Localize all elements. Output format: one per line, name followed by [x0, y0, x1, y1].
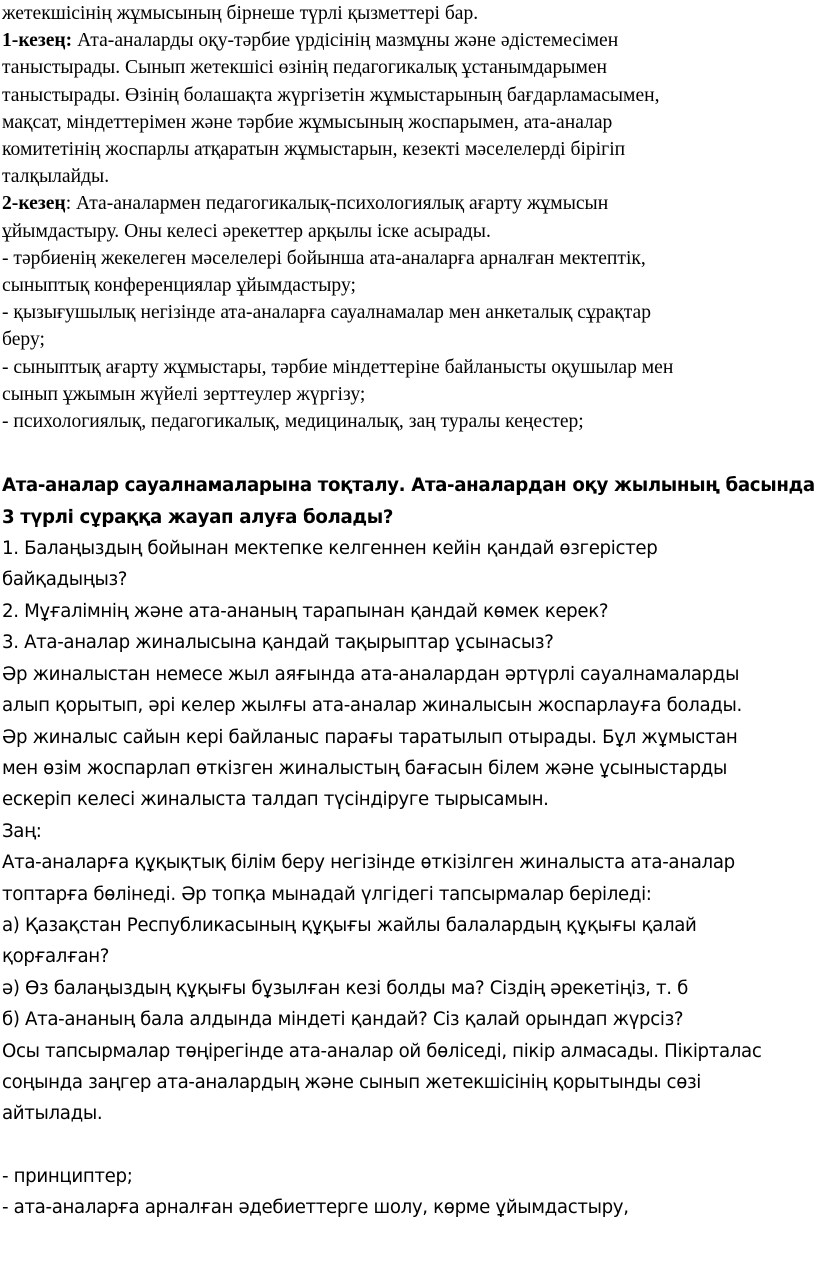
- stage2-line: - сыныптық ағарту жұмыстары, тәрбие міндеттеріне байланысты оқушылар мен: [2, 356, 674, 378]
- body-line: а) Қазақстан Республикасының құқығы жайлы балалардың құқығы қалай: [2, 914, 697, 936]
- stage1-line: комитетінің жоспарлы атқаратын жұмыстарын, кезекті мәселелерді бірігіп: [2, 139, 626, 161]
- body-line: байқадыңыз?: [2, 569, 128, 591]
- list-item: - принциптер;: [2, 1165, 133, 1187]
- stage2-line: - психологиялық, педагогикалық, медициналық, заң туралы кеңестер;: [2, 411, 584, 433]
- body-line: 2. Мұғалімнің және ата-ананың тарапынан қандай көмек керек?: [2, 600, 609, 622]
- paragraph-spacer: [2, 435, 810, 466]
- serif-section: [2, 0, 810, 435]
- body-line: соңында заңгер ата-аналардың және сынып жетекшісінің қорытынды сөзі: [2, 1071, 702, 1093]
- body-line: б) Ата-ананың бала алдында міндеті қандай? Сіз қалай орындап жүрсіз?: [2, 1009, 684, 1031]
- sans-section: [2, 470, 815, 1223]
- stage2-line: - тәрбиенің жекелеген мәселелері бойынша ата-аналарға арналған мектептік,: [2, 247, 646, 269]
- body-line: қорғалған?: [2, 946, 110, 968]
- stage1-text: Ата-аналарды оқу-тәрбие үрдісінің мазмұны және әдістемесімен: [72, 30, 619, 52]
- body-line: ескеріп келесі жиналыста талдап түсіндіруге тырысамын.: [2, 789, 549, 811]
- body-line: Ата-аналарға құқықтық білім беру негізінде өткізілген жиналыста ата-аналар: [2, 852, 735, 874]
- stage2-line: сынып ұжымын жүйелі зерттеулер жүргізу;: [2, 383, 366, 405]
- stage1-line: талқылайды.: [2, 166, 110, 188]
- stage1-line: таныстырады. Өзінің болашақта жүргізетін жұмыстарының бағдарламасымен,: [2, 84, 660, 106]
- body-line: Әр жиналыс сайын кері байланыс парағы таратылып отырады. Бұл жұмыстан: [2, 726, 738, 748]
- stage1-line: [2, 27, 810, 54]
- intro-line: жетекшісінің жұмысының бірнеше түрлі қызметтері бар.: [2, 3, 479, 24]
- stage2-line: беру;: [2, 329, 45, 351]
- stage1-label: 1-кезең:: [2, 30, 73, 52]
- list-item: - ата-аналарға арналған әдебиеттерге шолу, көрме ұйымдастыру,: [2, 1197, 629, 1219]
- section-heading-line: 3 түрлі сұраққа жауап алуға болады?: [2, 506, 394, 528]
- body-line: алып қорытып, әрі келер жылғы ата-аналар жиналысын жоспарлауға болады.: [2, 695, 742, 717]
- body-line: топтарға бөлінеді. Әр топқа мынадай үлгідегі тапсырмалар беріледі:: [2, 883, 652, 905]
- body-line: 3. Ата-аналар жиналысына қандай тақырыптар ұсынасыз?: [2, 632, 554, 654]
- stage2-line: [2, 190, 810, 217]
- body-line: Әр жиналыстан немесе жыл аяғында ата-аналардан әртүрлі сауалнамаларды: [2, 663, 740, 685]
- section-heading-line: Ата-аналар сауалнамаларына тоқталу. Ата-аналардан оқу жылының басында: [2, 475, 815, 497]
- body-line: Осы тапсырмалар төңірегінде ата-аналар ой бөліседі, пікір алмасады. Пікірталас: [2, 1040, 762, 1062]
- body-line: Заң:: [2, 820, 42, 842]
- paragraph-spacer: [2, 1130, 810, 1161]
- stage2-label: 2-кезең: [2, 193, 66, 215]
- stage1-line: таныстырады. Сынып жетекшісі өзінің педагогикалық ұстанымдарымен: [2, 57, 608, 79]
- stage2-line: - қызығушылық негізінде ата-аналарға сауалнамалар мен анкеталық сұрақтар: [2, 302, 652, 324]
- stage1-line: мақсат, міндеттерімен және тәрбие жұмысының жоспарымен, ата-аналар: [2, 111, 613, 133]
- body-line: 1. Балаңыздың бойынан мектепке келгеннен кейін қандай өзгерістер: [2, 538, 658, 560]
- body-line: айтылады.: [2, 1103, 103, 1125]
- stage2-text: : Ата-аналармен педагогикалық-психологиялық ағарту жұмысын: [65, 193, 609, 215]
- body-line: мен өзім жоспарлап өткізген жиналыстың бағасын білем және ұсыныстарды: [2, 757, 728, 779]
- stage2-line: ұйымдастыру. Оны келесі әрекеттер арқылы іске асырады.: [2, 220, 491, 242]
- body-line: ә) Өз балаңыздың құқығы бұзылған кезі болды ма? Сіздің әрекетіңіз, т. б: [2, 977, 688, 999]
- stage2-line: сыныптық конференциялар ұйымдастыру;: [2, 275, 356, 297]
